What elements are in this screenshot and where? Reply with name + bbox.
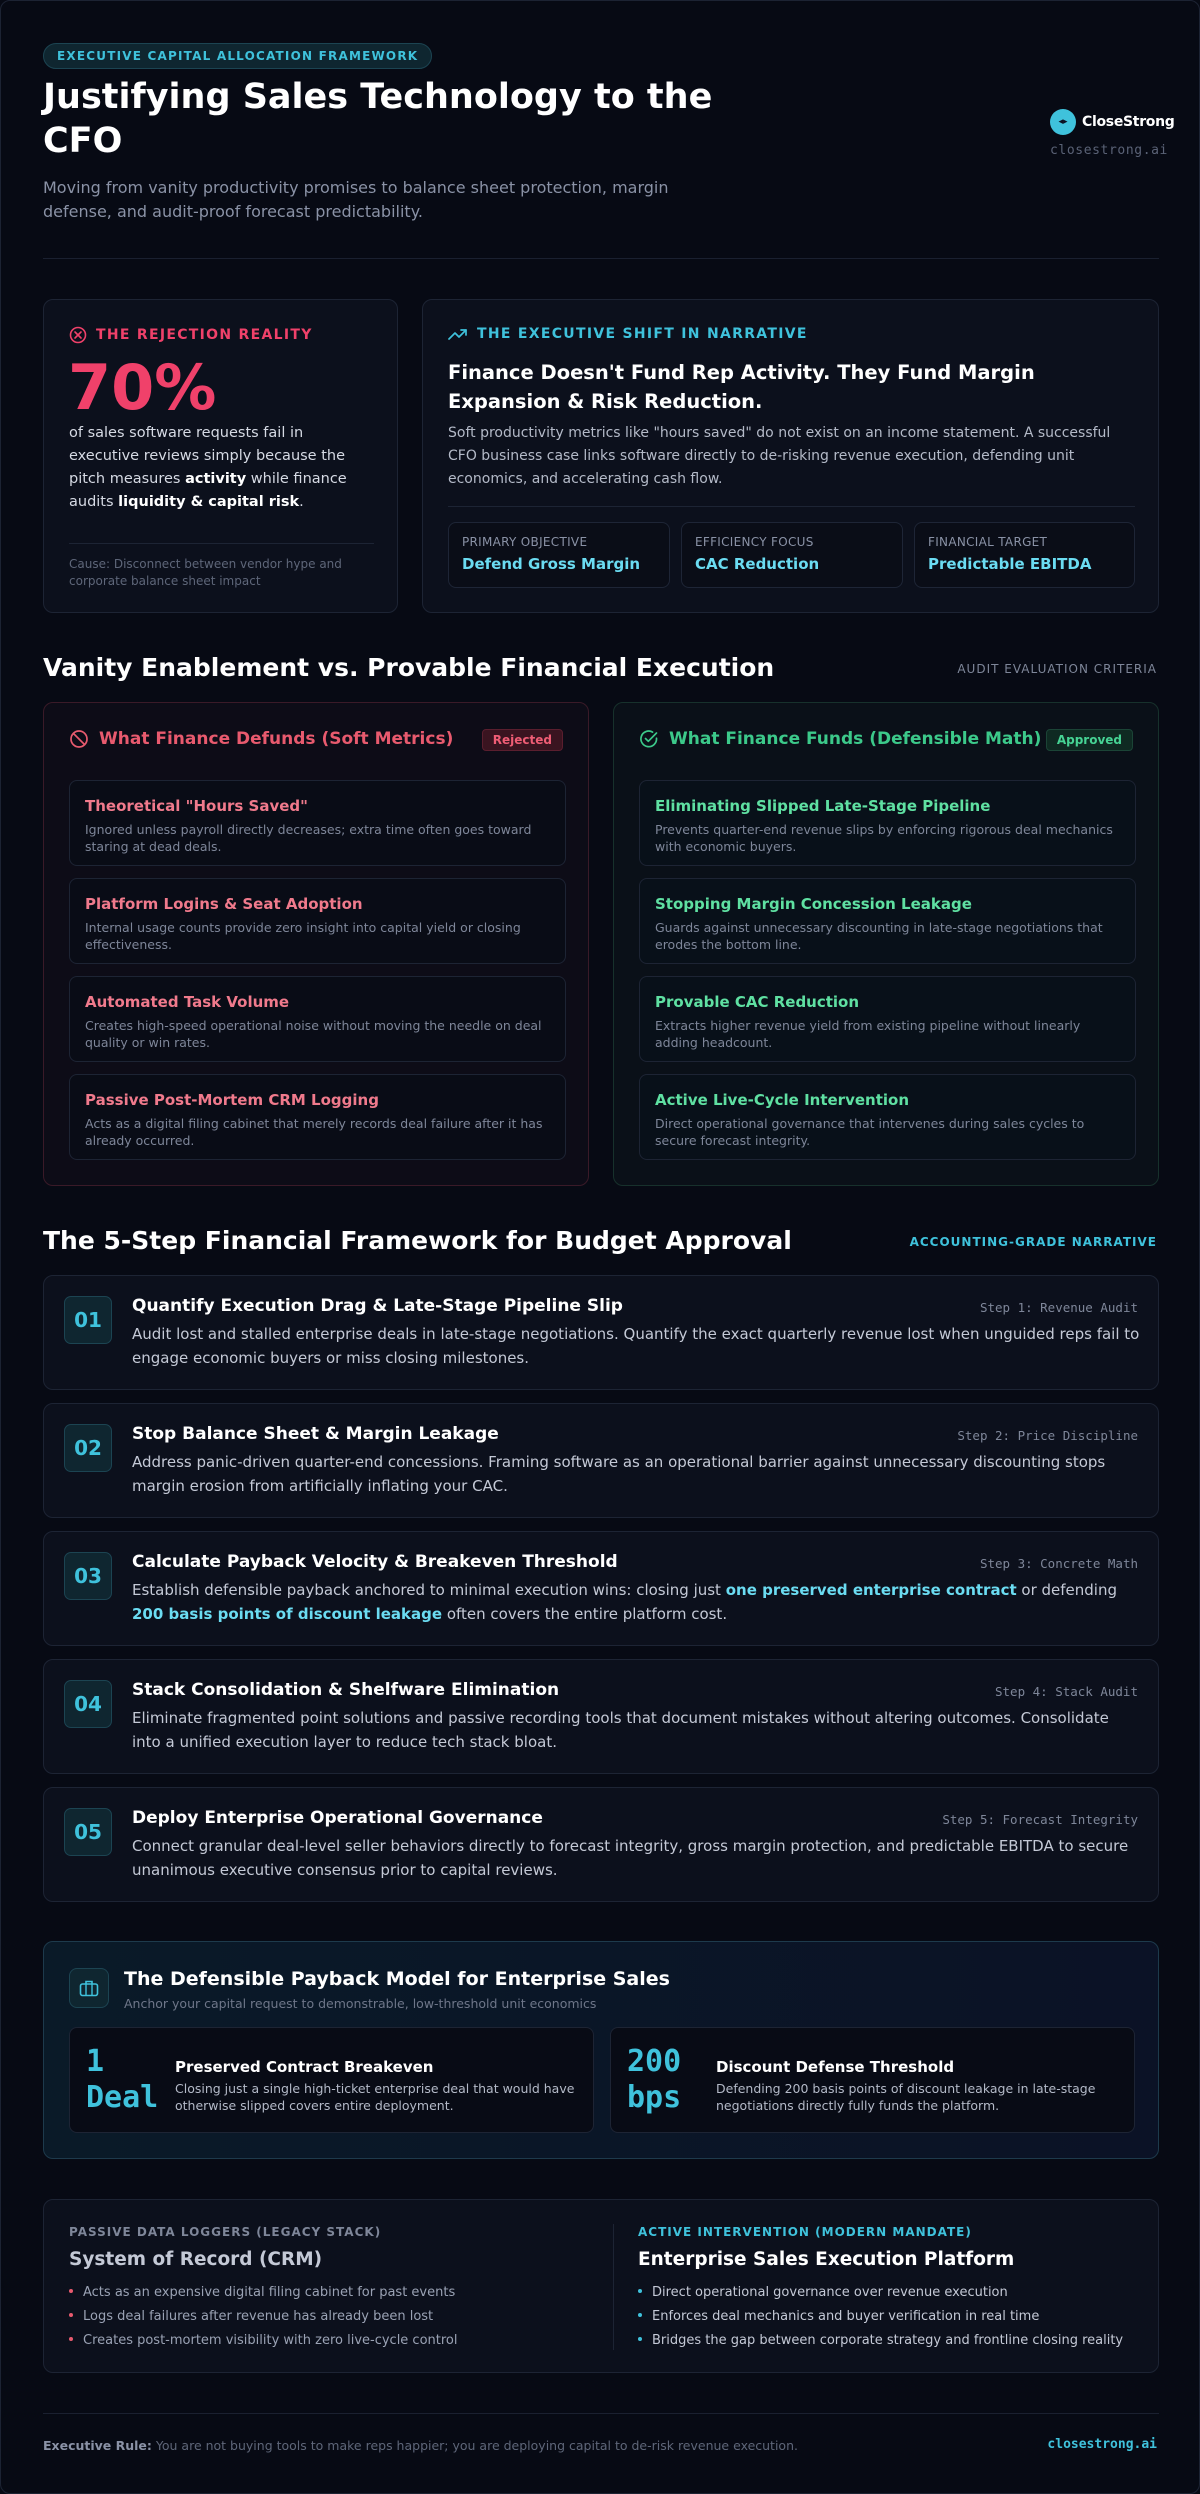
legacy-bullet [69, 2333, 458, 2348]
step-card-01 [43, 1275, 1159, 1390]
bullet-text: Enforces deal mechanics and buyer verification in real time [652, 2309, 1040, 2324]
step-desc-part: or defending [1016, 1581, 1118, 1599]
metric-label: EFFICIENCY FOCUS [695, 535, 814, 549]
briefcase-icon [79, 1979, 99, 1997]
step-number: 02 [64, 1424, 112, 1472]
shift-card [422, 299, 1159, 613]
payback-box-title: Discount Defense Threshold [716, 2058, 955, 2076]
bullet-dot-icon [69, 2289, 73, 2293]
list-item [69, 1074, 566, 1160]
footer-rule-text: You are not buying tools to make reps happier; you are deploying capital to de-risk revenue execution. [151, 2438, 798, 2453]
check-circle-icon [639, 729, 659, 749]
list-item [69, 878, 566, 964]
page-title: Justifying Sales Technology to the CFO [43, 77, 713, 161]
legacy-label: PASSIVE DATA LOGGERS (LEGACY STACK) [69, 2225, 382, 2239]
x-circle-icon [69, 326, 87, 344]
bullet-text: Creates post-mortem visibility with zero live-cycle control [83, 2333, 458, 2348]
rejection-strong-1: activity [185, 471, 247, 487]
step-tag: Step 2: Price Discipline [957, 1428, 1138, 1443]
metric-label: FINANCIAL TARGET [928, 535, 1048, 549]
payback-box-desc: Closing just a single high-ticket enterprise deal that would have otherwise slipped covers entire deployment. [175, 2081, 575, 2113]
step-tag: Step 5: Forecast Integrity [942, 1812, 1138, 1827]
step-card-05 [43, 1787, 1159, 1902]
bullet-dot-icon [638, 2337, 642, 2341]
list-item [639, 1074, 1136, 1160]
item-title: Provable CAC Reduction [655, 993, 860, 1011]
item-desc: Prevents quarter-end revenue slips by enforcing rigorous deal mechanics with economic buyers. [655, 822, 1113, 854]
hard-metrics-card [613, 702, 1159, 1186]
metric-value: Defend Gross Margin [462, 555, 641, 573]
metric-efficiency-focus [681, 522, 903, 588]
page-subtitle: Moving from vanity productivity promises to balance sheet protection, margin defense, and audit-proof forecast predictability. [43, 178, 669, 221]
step-tag: Step 1: Revenue Audit [979, 1300, 1138, 1315]
header-domain: closestrong.ai [1050, 143, 1168, 158]
modern-bullet [638, 2333, 1123, 2348]
card-divider [448, 506, 1135, 507]
step-highlight: one preserved enterprise contract [725, 1581, 1017, 1599]
step-card-04 [43, 1659, 1159, 1774]
payback-box-breakeven [69, 2027, 594, 2133]
legacy-bullet [69, 2285, 455, 2300]
payback-subtitle: Anchor your capital request to demonstrable, low-threshold unit economics [124, 1996, 597, 2011]
payback-title: The Defensible Payback Model for Enterprise Sales [124, 1968, 670, 1990]
payback-number: 200 bps [627, 2044, 682, 2115]
step-card-03 [43, 1531, 1159, 1646]
item-desc: Ignored unless payroll directly decreases; extra time often goes toward staring at dead deals. [85, 822, 532, 854]
item-title: Active Live-Cycle Intervention [655, 1091, 910, 1109]
step-desc: Connect granular deal-level seller behaviors directly to forecast integrity, gross margin protection, and predictable EBITDA to secure unanimous executive consensus prior to capital reviews. [132, 1837, 1129, 1879]
legacy-bullet [69, 2309, 433, 2324]
stack-comparison-card [43, 2199, 1159, 2373]
step-title: Calculate Payback Velocity & Breakeven Threshold [132, 1552, 618, 1572]
payback-box-desc: Defending 200 basis points of discount leakage in late-stage negotiations directly fully funds the platform. [716, 2081, 1096, 2113]
item-title: Stopping Margin Concession Leakage [655, 895, 972, 913]
rejection-text-1: of sales software requests fail in executive reviews simply because the pitch measures [69, 425, 346, 487]
step-desc [132, 1578, 1140, 1626]
rejection-big-number: 70% [68, 351, 217, 424]
prohibited-icon [69, 729, 89, 749]
item-title: Platform Logins & Seat Adoption [85, 895, 363, 913]
bullet-dot-icon [638, 2289, 642, 2293]
bullet-dot-icon [638, 2313, 642, 2317]
list-item [639, 878, 1136, 964]
item-desc: Internal usage counts provide zero insight into capital yield or closing effectiveness. [85, 920, 521, 952]
rejection-card [43, 299, 398, 613]
list-item [639, 780, 1136, 866]
item-title: Automated Task Volume [85, 993, 290, 1011]
metric-value: Predictable EBITDA [928, 555, 1092, 573]
column-divider [613, 2224, 614, 2350]
footer-rule [43, 2438, 798, 2453]
hard-title: What Finance Funds (Defensible Math) [669, 729, 1042, 749]
legacy-title: System of Record (CRM) [69, 2249, 323, 2270]
shift-heading: Finance Doesn't Fund Rep Activity. They Fund Margin Expansion & Risk Reduction. [448, 361, 1035, 413]
rejection-strong-2: liquidity & capital risk [118, 494, 300, 510]
step-tag: Step 4: Stack Audit [995, 1684, 1138, 1699]
item-title: Theoretical "Hours Saved" [85, 797, 308, 815]
payback-icon-wrap [69, 1968, 109, 2008]
step-desc-part: Establish defensible payback anchored to minimal execution wins: closing just [132, 1581, 726, 1599]
item-desc: Direct operational governance that intervenes during sales cycles to secure forecast integrity. [655, 1116, 1085, 1148]
step-number: 05 [64, 1808, 112, 1856]
step-number: 03 [64, 1552, 112, 1600]
step-title: Deploy Enterprise Operational Governance [132, 1808, 543, 1828]
framework-title: The 5-Step Financial Framework for Budget Approval [43, 1226, 792, 1255]
list-item [69, 780, 566, 866]
modern-bullet [638, 2309, 1039, 2324]
rejection-text [69, 422, 374, 514]
step-number: 04 [64, 1680, 112, 1728]
modern-label: ACTIVE INTERVENTION (MODERN MANDATE) [638, 2225, 972, 2239]
step-desc: Address panic-driven quarter-end concessions. Framing software as an operational barrier against unnecessary discounting stops margin erosion from artificially inflating your CAC. [132, 1453, 1106, 1495]
bullet-text: Bridges the gap between corporate strategy and frontline closing reality [652, 2333, 1124, 2348]
step-tag: Step 3: Concrete Math [979, 1556, 1138, 1571]
list-item [69, 976, 566, 1062]
logo-mark-icon: ◂▸ [1050, 109, 1076, 135]
modern-bullet [638, 2285, 1008, 2300]
metric-label: PRIMARY OBJECTIVE [462, 535, 588, 549]
list-item [639, 976, 1136, 1062]
step-title: Quantify Execution Drag & Late-Stage Pipeline Slip [132, 1296, 623, 1316]
shift-body: Soft productivity metrics like "hours saved" do not exist on an income statement. A successful CFO business case links software directly to de-risking revenue execution, defending unit economics, and accelerating cash flow. [448, 425, 1111, 487]
step-title: Stop Balance Sheet & Margin Leakage [132, 1424, 499, 1444]
metric-financial-target [914, 522, 1135, 588]
framework-pill: EXECUTIVE CAPITAL ALLOCATION FRAMEWORK [43, 43, 432, 69]
framework-right-label: ACCOUNTING-GRADE NARRATIVE [909, 1235, 1157, 1249]
item-title: Passive Post-Mortem CRM Logging [85, 1091, 379, 1109]
logo-text: CloseStrong [1082, 114, 1175, 130]
modern-title: Enterprise Sales Execution Platform [638, 2249, 1015, 2270]
bullet-text: Logs deal failures after revenue has already been lost [83, 2309, 434, 2324]
shift-label: THE EXECUTIVE SHIFT IN NARRATIVE [477, 326, 808, 342]
divider [43, 258, 1159, 259]
payback-model-card [43, 1941, 1159, 2159]
payback-box-discount [610, 2027, 1135, 2133]
item-desc: Guards against unnecessary discounting in late-stage negotiations that erodes the bottom line. [655, 920, 1103, 952]
soft-metrics-card [43, 702, 589, 1186]
footer-divider [43, 2413, 1159, 2414]
footer-domain-link[interactable]: closestrong.ai [1047, 2437, 1157, 2452]
step-desc: Audit lost and stalled enterprise deals in late-stage negotiations. Quantify the exact quarterly revenue lost when unguided reps fail to engage economic buyers or miss closing milestones. [132, 1325, 1140, 1367]
item-desc: Extracts higher revenue yield from existing pipeline without linearly adding headcount. [655, 1018, 1081, 1050]
soft-title: What Finance Defunds (Soft Metrics) [99, 729, 454, 749]
step-title: Stack Consolidation & Shelfware Elimination [132, 1680, 560, 1700]
metric-value: CAC Reduction [695, 555, 820, 573]
item-desc: Acts as a digital filing cabinet that merely records deal failure after it has already occurred. [85, 1116, 543, 1148]
step-card-02 [43, 1403, 1159, 1518]
step-desc: Eliminate fragmented point solutions and passive recording tools that document mistakes without altering outcomes. Consolidate into a unified execution layer to reduce tech stack bloat. [132, 1709, 1109, 1751]
payback-number: 1 Deal [86, 2044, 159, 2115]
bullet-dot-icon [69, 2337, 73, 2341]
step-desc-part: often covers the entire platform cost. [442, 1605, 728, 1623]
bullet-text: Acts as an expensive digital filing cabinet for past events [83, 2285, 456, 2300]
step-number: 01 [64, 1296, 112, 1344]
brand-logo[interactable] [1050, 109, 1175, 135]
metric-primary-objective [448, 522, 670, 588]
comparison-right-label: AUDIT EVALUATION CRITERIA [957, 662, 1157, 676]
footer-rule-label: Executive Rule: [43, 2438, 152, 2453]
rejection-cause: Cause: Disconnect between vendor hype and corporate balance sheet impact [69, 557, 342, 588]
card-divider [69, 543, 374, 544]
bullet-text: Direct operational governance over revenue execution [652, 2285, 1008, 2300]
rejection-text-3: . [299, 494, 304, 510]
rejection-text-2: while finance audits [69, 471, 347, 510]
item-desc: Creates high-speed operational noise without moving the needle on deal quality or win rates. [85, 1018, 542, 1050]
comparison-title: Vanity Enablement vs. Provable Financial Execution [43, 653, 775, 682]
rejected-badge: Rejected [482, 729, 563, 751]
approved-badge: Approved [1046, 729, 1133, 751]
rejection-label: THE REJECTION REALITY [96, 327, 313, 343]
item-title: Eliminating Slipped Late-Stage Pipeline [655, 797, 991, 815]
step-highlight: 200 basis points of discount leakage [132, 1605, 443, 1623]
trend-up-icon [448, 327, 468, 341]
bullet-dot-icon [69, 2313, 73, 2317]
payback-box-title: Preserved Contract Breakeven [175, 2058, 434, 2076]
